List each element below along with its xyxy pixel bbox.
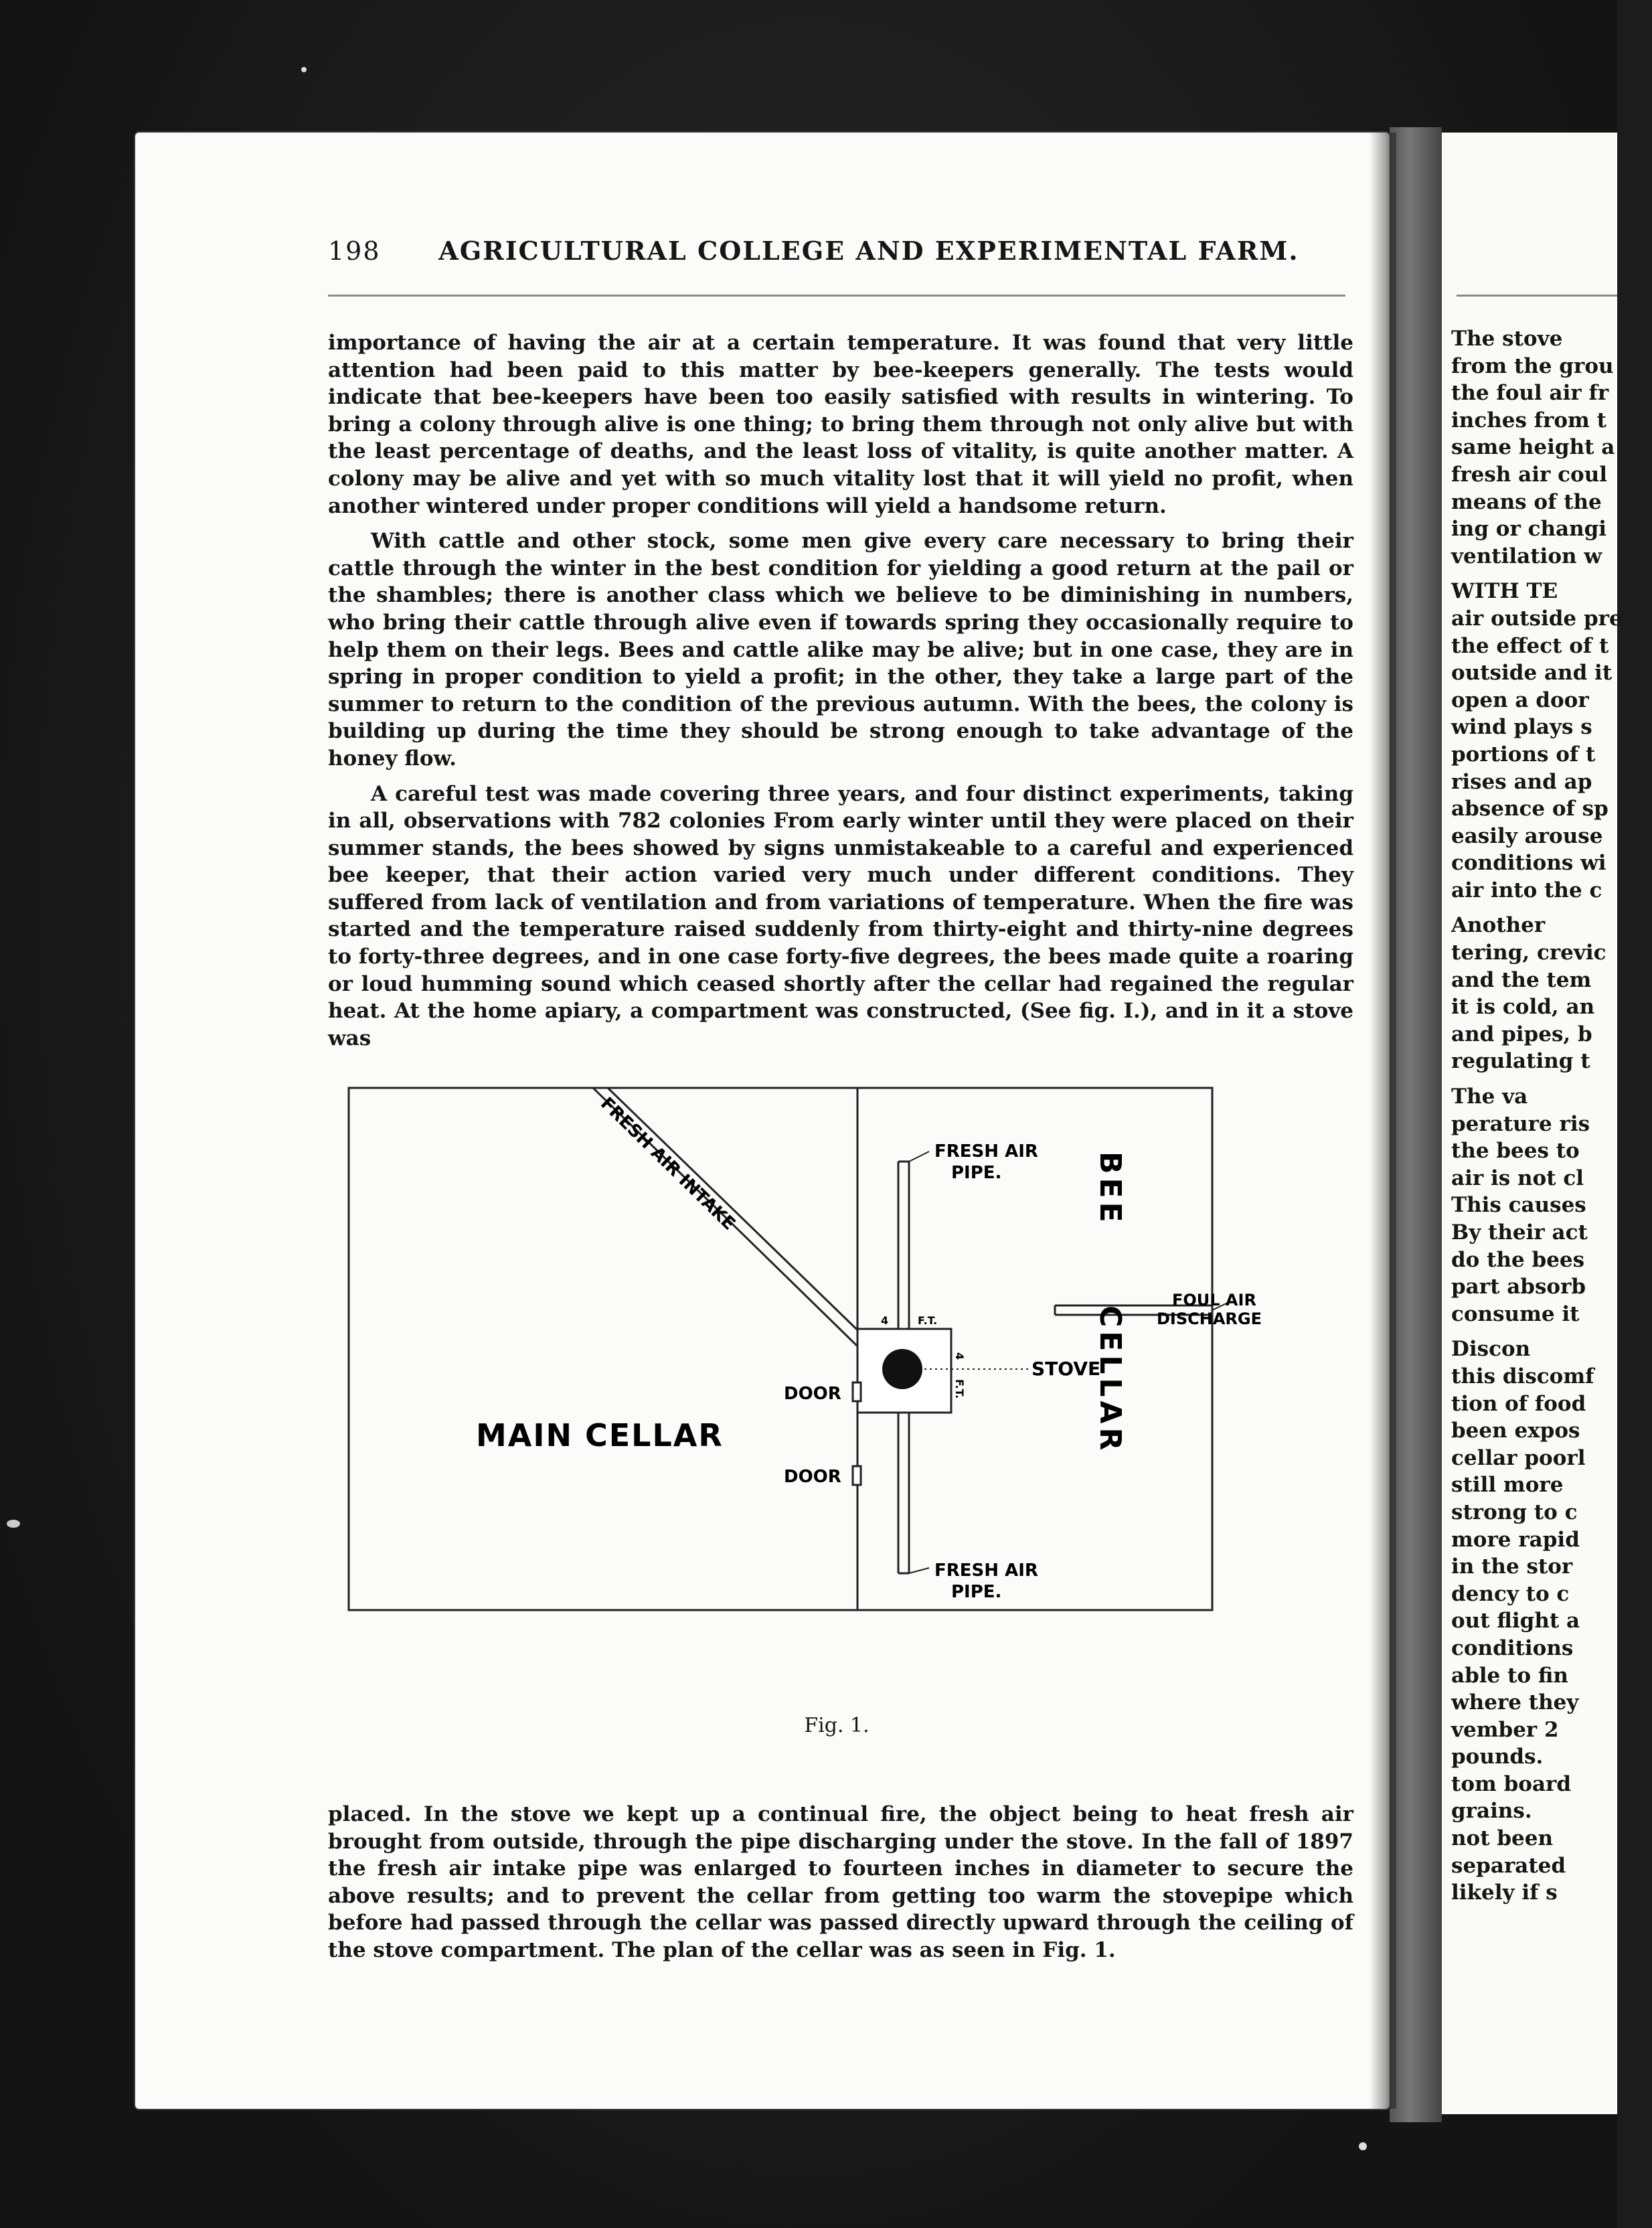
label-stove: STOVE [1031, 1358, 1101, 1380]
right-page-line: consume it [1451, 1301, 1580, 1326]
door-2 [853, 1466, 861, 1485]
right-page-line: Discon [1451, 1337, 1531, 1362]
cellar-plan-figure [345, 1085, 1262, 1613]
right-page-line: The stove [1451, 327, 1563, 351]
right-page-line: pounds. [1451, 1745, 1544, 1769]
right-page-line: tion of food [1451, 1391, 1586, 1416]
right-page-line: By their act [1451, 1220, 1588, 1245]
dim-4-top: 4 [881, 1314, 889, 1327]
right-page-line: vember 2 [1451, 1717, 1559, 1742]
label-fresh-air-intake: FRESH AIR INTAKE [596, 1093, 740, 1235]
right-page-text [1451, 325, 1652, 1907]
header-rule [328, 295, 1345, 297]
right-page-line: open a door [1451, 688, 1589, 712]
right-page-line: fresh air coul [1451, 462, 1608, 487]
running-title: AGRICULTURAL COLLEGE AND EXPERIMENTAL FARM. [438, 236, 1299, 266]
right-page-line: rises and ap [1451, 769, 1592, 794]
right-page-line: conditions wi [1451, 851, 1606, 876]
right-page-line: part absorb [1451, 1275, 1586, 1299]
right-page-line: inches from t [1451, 408, 1606, 432]
right-page-line: grains. [1451, 1799, 1532, 1824]
right-page-line: dency to c [1451, 1581, 1570, 1606]
right-page-line: likely if s [1451, 1881, 1558, 1905]
right-page-line: Another [1451, 913, 1546, 938]
right-page-line: easily arouse [1451, 823, 1603, 848]
right-page-line: absence of sp [1451, 797, 1608, 821]
label-fresh-air-pipe-bottom: FRESH AIR [934, 1561, 1038, 1581]
right-page-line: not been [1451, 1826, 1553, 1851]
label-main-cellar: MAIN CELLAR [476, 1417, 724, 1453]
dim-ft-side: F.T. [953, 1379, 966, 1399]
dim-4-side: 4 [953, 1352, 966, 1360]
label-door-1: DOOR [784, 1384, 841, 1404]
label-foul-air-line1: FOUL AIR [1172, 1291, 1256, 1309]
scan-speck [7, 1520, 20, 1528]
label-door-2: DOOR [784, 1467, 841, 1487]
paragraph: A careful test was made covering three years, and four distinct experiments, taking in all, observations with 782 colonies From early winter until they were placed on their summer stands, the bees showed by signs unmistakeable to a careful and experienced bee keeper, that their action varied very much under different conditions. They suffered from lack of ventilation and from variations of temperature. When the fire was started and the temperature raised suddenly from thirty-eight and thirty-nine degrees to forty-three degrees, and in one case forty-five degrees, the bees made quite a roaring or loud humming sound which ceased shortly after the cellar had regained the regular heat. At the home apiary, a compartment was constructed, (See fig. I.), and in it a stove was [328, 781, 1353, 1050]
stove-icon [882, 1349, 922, 1389]
right-page-line: from the grou [1451, 353, 1614, 378]
right-page-line: where they [1451, 1690, 1579, 1715]
scan-speck [1359, 2142, 1367, 2150]
right-page-line: the bees to [1451, 1139, 1580, 1164]
right-page-line: perature ris [1451, 1111, 1590, 1136]
door-1 [853, 1382, 861, 1401]
right-page-line: wind plays s [1451, 715, 1592, 740]
right-page-line: cellar poorl [1451, 1445, 1586, 1470]
right-page-line: able to fin [1451, 1663, 1568, 1688]
running-head [328, 236, 1345, 276]
paragraph: With cattle and other stock, some men give every care necessary to bring their cattle through the winter in the best condition for yielding a good return at the pail or the shambles; there is another class which we believe to be diminishing in numbers, who bring their cattle through alive even if towards spring they occasionally require to help them on their legs. Bees and cattle alike may be alive; but in one case, they are in spring in proper condition to yield a profit; in the other, they take a large part of the summer to return to the condition of the previous autumn. With the bees, the colony is building up during the time they should be strong enough to take advantage of the honey flow. [328, 529, 1353, 771]
dim-ft-top: F.T. [918, 1314, 938, 1327]
outer-wall [349, 1088, 1212, 1610]
right-page-line: and the tem [1451, 967, 1592, 992]
right-page-line: this discomf [1451, 1364, 1594, 1388]
right-page-line: ventilation w [1451, 544, 1602, 568]
right-page-line: This causes [1451, 1193, 1586, 1218]
right-page-line: in the stor [1451, 1555, 1573, 1579]
right-page-line: same height a [1451, 435, 1615, 460]
label-fresh-air-pipe-top-2: PIPE. [951, 1163, 1002, 1183]
figure-caption: Fig. 1. [804, 1714, 870, 1737]
right-page-line: portions of t [1451, 742, 1596, 767]
right-page-line: tom board [1451, 1771, 1572, 1796]
right-page-line: means of the [1451, 489, 1602, 514]
right-page-line: ing or changi [1451, 517, 1607, 542]
right-page-line: and pipes, b [1451, 1022, 1592, 1046]
right-page-line: tering, crevic [1451, 941, 1606, 965]
right-page-line: the effect of t [1451, 633, 1609, 658]
paragraph: placed. In the stove we kept up a continual fire, the object being to heat fresh air brought from outside, through the pipe discharging under the stove. In the fall of 1897 the fresh air intake pipe was enlarged to fourteen inches in diameter to secure the above results; and to prevent the cellar from getting too warm the stovepipe which before had passed through the cellar was passed directly upward through the ceiling of the stove compartment. The plan of the cellar was as seen in Fig. 1. [328, 1802, 1353, 1962]
right-page-line: more rapid [1451, 1527, 1580, 1552]
label-foul-air-line2: DISCHARGE [1157, 1309, 1262, 1328]
label-fresh-air-pipe-top: FRESH AIR [934, 1141, 1038, 1162]
label-bee: BEE [1093, 1151, 1127, 1226]
right-page-line: it is cold, an [1451, 995, 1595, 1020]
right-page-line: the foul air fr [1451, 381, 1609, 406]
right-page-line: air into the c [1451, 878, 1602, 902]
label-fresh-air-pipe-bottom-2: PIPE. [951, 1582, 1002, 1602]
right-page-line: air outside pre [1451, 606, 1623, 631]
right-page-line: separated [1451, 1853, 1566, 1878]
right-header-rule [1457, 295, 1617, 297]
right-page-line: been expos [1451, 1419, 1580, 1443]
right-page-line: regulating t [1451, 1049, 1590, 1074]
right-page-line: air is not cl [1451, 1166, 1584, 1190]
right-page-line: strong to c [1451, 1500, 1578, 1524]
right-page-line: still more [1451, 1473, 1564, 1498]
right-page-line: conditions [1451, 1636, 1574, 1660]
right-page-line: WITH TE [1451, 579, 1558, 604]
book-gutter [1390, 127, 1442, 2122]
body-text-top [328, 329, 1353, 1052]
right-page-line: The va [1451, 1085, 1528, 1109]
intake-pipe-edge [608, 1088, 894, 1366]
paragraph: importance of having the air at a certain temperature. It was found that very little attention had been paid to this matter by bee-keepers generally. The tests would indicate that bee-keepers have been too easily satisfied with results in wintering. To bring a colony through alive is one thing; to bring them through not only alive but with the least percentage of deaths, and the least loss of vitality, is quite another matter. A colony may be alive and yet with so much vitality lost that it will yield no profit, when another wintered under proper conditions will yield a handsome return. [328, 331, 1353, 518]
right-page-line: outside and it [1451, 661, 1613, 686]
label-cellar: CELLAR [1093, 1305, 1127, 1455]
right-page-line: out flight a [1451, 1609, 1580, 1634]
page-number: 198 [328, 236, 381, 266]
right-page-line: do the bees [1451, 1247, 1585, 1272]
cellar-plan-diagram [345, 1085, 1262, 1613]
body-text-bottom [328, 1801, 1353, 1964]
scan-speck [301, 67, 307, 72]
